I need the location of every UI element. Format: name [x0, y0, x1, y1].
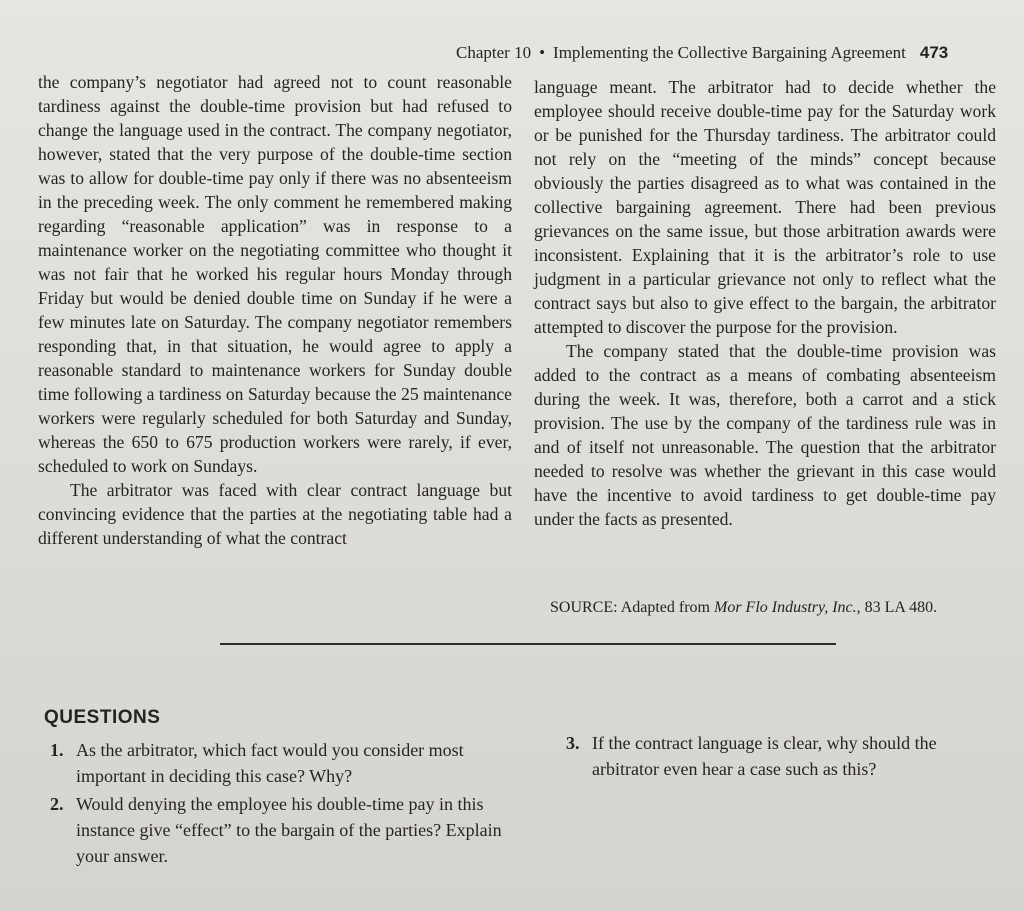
left-paragraph-1: the company’s negotiator had agreed not to count reasonable tardiness against the double-time provision but had refused to change the language used in the contract. The company negotiator, however, stated that the very purpose of the double-time section was to allow for double-time pay only if there was no absenteeism in the preceding week. The only comment he remembered making regarding “reasonable application” was in response to a maintenance worker on the negotiating committee who thought it was not fair that he worked his regular hours Monday through Friday but would be denied double time on Sunday if he were a few minutes late on Saturday. The company negotiator remembers responding that, in that situation, he would agree to apply a reasonable standard to maintenance workers for Sunday double time following a tardiness on Saturday because the 25 maintenance workers were regularly scheduled for both Saturday and Sunday, whereas the 650 to 675 production workers were rarely, if ever, scheduled to work on Sundays.: [38, 72, 512, 476]
questions-heading: QUESTIONS: [44, 707, 161, 728]
question-text: Would denying the employee his double-time pay in this instance give “effect” to the bargain of the parties? Explain your answer.: [76, 794, 502, 866]
chapter-label: Chapter 10: [456, 43, 532, 62]
header-separator: •: [539, 43, 546, 62]
right-text-column: [534, 75, 996, 531]
question-item: [566, 730, 996, 782]
source-case-name: Mor Flo Industry, Inc.: [714, 599, 857, 616]
question-text: As the arbitrator, which fact would you consider most important in deciding this case? Why?: [76, 740, 464, 786]
right-paragraph-1: language meant. The arbitrator had to decide whether the employee should receive double-time pay for the Saturday work or be punished for the Thursday tardiness. The arbitrator could not rely on the “meeting of the minds” concept because obviously the parties disagreed as to what was contained in the collective bargaining agreement. There had been previous grievances on the same issue, but those arbitration awards were inconsistent. Explaining that it is the arbitrator’s role to use judgment in a particular grievance not only to reflect what the contract says but also to give effect to the bargain, the arbitrator attempted to discover the purpose for the provision.: [534, 77, 996, 337]
question-number: 1.: [50, 740, 64, 760]
source-prefix: SOURCE: Adapted from: [550, 599, 714, 616]
question-item: [50, 737, 500, 789]
source-suffix: , 83 LA 480.: [856, 599, 938, 616]
question-number: 3.: [566, 733, 580, 753]
running-header: [456, 40, 976, 66]
left-paragraph-2: The arbitrator was faced with clear contract language but convincing evidence that the parties at the negotiating table had a different understanding of what the contract: [38, 480, 512, 548]
chapter-title: Implementing the Collective Bargaining Agreement: [553, 43, 906, 62]
question-text: If the contract language is clear, why should the arbitrator even hear a case such as this?: [592, 733, 937, 779]
right-paragraph-2: The company stated that the double-time provision was added to the contract as a means of combating absenteeism during the week. It was, therefore, both a carrot and a stick provision. The use by the company of the tardiness rule was in and of itself not unreasonable. The question that the arbitrator needed to resolve was whether the grievant in this case would have the incentive to avoid tardiness to get double-time pay under the facts as presented.: [534, 341, 996, 529]
source-citation: [550, 597, 990, 619]
left-text-column: [38, 70, 512, 550]
question-item: [50, 791, 510, 869]
question-number: 2.: [50, 794, 64, 814]
section-divider: [220, 643, 836, 645]
page-number: 473: [919, 43, 949, 62]
